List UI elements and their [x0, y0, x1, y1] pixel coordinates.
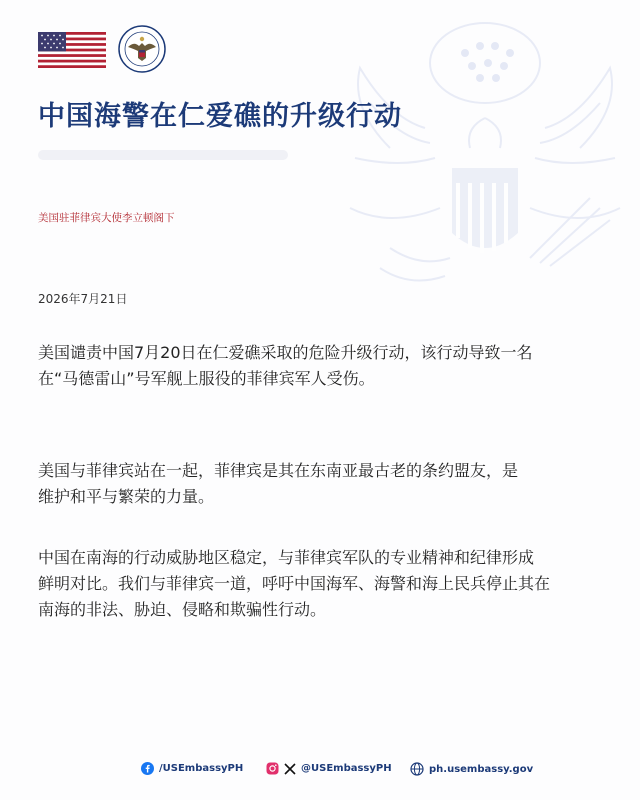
- paragraph-line: 在“马德雷山”号军舰上服役的菲律宾军人受伤。: [38, 369, 375, 388]
- x-icon: [284, 763, 296, 775]
- paragraph-line: 鲜明对比。我们与菲律宾一道，呼吁中国海军、海警和海上民兵停止其在: [38, 574, 551, 593]
- paragraph: [38, 458, 608, 510]
- website-url: ph.usembassy.gov: [429, 763, 534, 775]
- social-link[interactable]: [266, 762, 392, 775]
- facebook-icon: [141, 762, 154, 775]
- statement-date: 2026年7月21日: [38, 292, 128, 306]
- paragraph-line: 美国与菲律宾站在一起，菲律宾是其在东南亚最古老的条约盟友，是: [38, 461, 519, 480]
- social-handle: @USEmbassyPH: [301, 763, 392, 774]
- paragraph-line: 中国在南海的行动威胁地区稳定，与菲律宾军队的专业精神和纪律形成: [38, 548, 535, 567]
- paragraph-line: 维护和平与繁荣的力量。: [38, 487, 215, 506]
- byline: 美国驻菲律宾大使李立顿阁下: [38, 212, 175, 224]
- page-title: 中国海警在仁爱礁的升级行动: [38, 101, 402, 132]
- instagram-icon: [266, 762, 279, 775]
- paragraph-line: 南海的非法、胁迫、侵略和欺骗性行动。: [38, 600, 327, 619]
- facebook-handle: /USEmbassyPH: [159, 763, 244, 774]
- website-link[interactable]: [410, 762, 533, 776]
- globe-icon: [410, 762, 424, 776]
- facebook-link[interactable]: [141, 762, 243, 775]
- paragraph-line: 美国谴责中国7月20日在仁爱礁采取的危险升级行动，该行动导致一名: [38, 343, 533, 362]
- eagle-seal-watermark-icon: [330, 8, 640, 308]
- faded-subtitle-bar: [38, 150, 288, 160]
- paragraph: [38, 340, 608, 392]
- us-flag-icon: [38, 32, 106, 68]
- footer: [0, 755, 640, 785]
- state-department-seal-icon: [118, 25, 166, 73]
- paragraph: [38, 545, 608, 623]
